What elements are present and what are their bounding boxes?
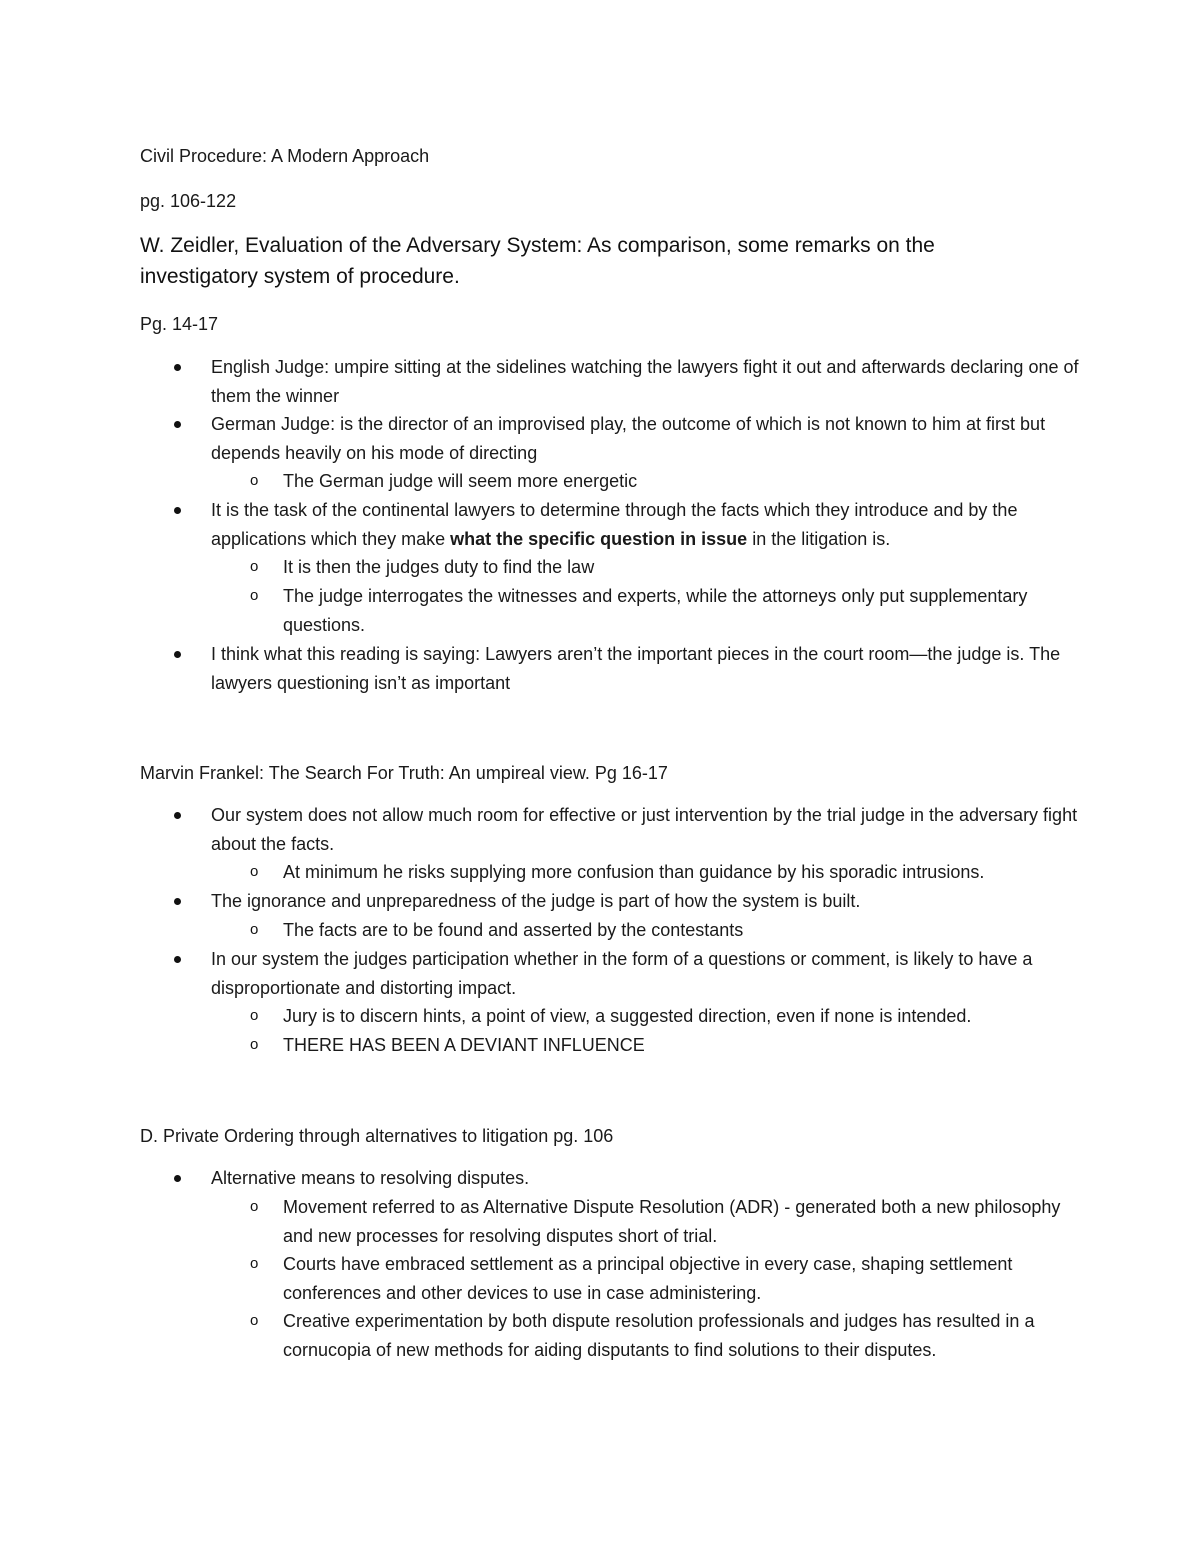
sub-bullet-icon: o [250, 472, 259, 489]
section2-bullet-1: Our system does not allow much room for effective or just intervention by the trial judge in the adversary fight about the facts. [211, 805, 1078, 854]
sub-bullet-icon: o [250, 1312, 259, 1329]
bullet-icon [174, 1175, 181, 1182]
section1-bullet-3-sub-2: The judge interrogates the witnesses and experts, while the attorneys only put supplementary questions. [283, 586, 1028, 635]
bullet-icon [174, 364, 181, 371]
sub-bullet-icon: o [250, 587, 259, 604]
section1-pages: Pg. 14-17 [140, 314, 219, 334]
sub-bullet-icon: o [250, 1198, 259, 1215]
bullet-icon [174, 898, 181, 905]
page-range: pg. 106-122 [140, 191, 237, 211]
section1-bullet-4: I think what this reading is saying: Lawyers aren’t the important pieces in the court room—the judge is. The lawyers questioning isn’t as important [211, 644, 1061, 693]
section1-heading-line1: W. Zeidler, Evaluation of the Adversary System: As comparison, some remarks on the [140, 234, 935, 257]
section1-bullet-3-emphasis: what the specific question in issue [450, 528, 748, 549]
section1-bullet-2-sub-1: The German judge will seem more energetic [283, 471, 638, 491]
bullet-icon [174, 507, 181, 514]
bullet-icon [174, 421, 181, 428]
section2-bullet-3: In our system the judges participation whether in the form of a questions or comment, is likely to have a disproportionate and distorting impact. [211, 949, 1033, 998]
section3-bullet-1-sub-1: Movement referred to as Alternative Dispute Resolution (ADR) - generated both a new philosophy and new processes for resolving disputes short of trial. [283, 1197, 1061, 1246]
section2-bullet-1-sub-1: At minimum he risks supplying more confusion than guidance by his sporadic intrusions. [283, 862, 985, 882]
sub-bullet-icon: o [250, 863, 259, 880]
sub-bullet-icon: o [250, 558, 259, 575]
section2-bullet-3-sub-1: Jury is to discern hints, a point of view, a suggested direction, even if none is intended. [283, 1006, 972, 1026]
sub-bullet-icon: o [250, 1007, 259, 1024]
bullet-icon [174, 651, 181, 658]
section1-bullet-3 [211, 496, 1091, 553]
section2-bullet-3-sub-2: THERE HAS BEEN A DEVIANT INFLUENCE [283, 1035, 645, 1055]
sub-bullet-icon: o [250, 1255, 259, 1272]
section1-bullet-3-text-start: It is the task of the continental lawyers to determine through the facts which they introduce and by the applications which they make [211, 500, 1018, 549]
section3-bullet-1: Alternative means to resolving disputes. [211, 1168, 530, 1188]
section1-bullet-1: English Judge: umpire sitting at the sidelines watching the lawyers fight it out and afterwards declaring one of them the winner [211, 357, 1079, 406]
section1-bullet-3-text-end: in the litigation is. [747, 528, 891, 549]
section1-bullet-2: German Judge: is the director of an improvised play, the outcome of which is not known to him at first but depends heavily on his mode of directing [211, 414, 1046, 463]
section1-heading-line2: investigatory system of procedure. [140, 265, 460, 288]
bullet-icon [174, 956, 181, 963]
section3-bullet-1-sub-3: Creative experimentation by both dispute resolution professionals and judges has resulted in a cornucopia of new methods for aiding disputants to find solutions to their disputes. [283, 1311, 1035, 1360]
document-title: Civil Procedure: A Modern Approach [140, 146, 430, 166]
section2-bullet-2-sub-1: The facts are to be found and asserted by the contestants [283, 920, 744, 940]
sub-bullet-icon: o [250, 1036, 259, 1053]
sub-bullet-icon: o [250, 921, 259, 938]
section1-bullet-3-sub-1: It is then the judges duty to find the law [283, 557, 595, 577]
section3-bullet-1-sub-2: Courts have embraced settlement as a principal objective in every case, shaping settlement conferences and other devices to use in case administering. [283, 1254, 1013, 1303]
section2-bullet-2: The ignorance and unpreparedness of the judge is part of how the system is built. [211, 891, 861, 911]
bullet-icon [174, 812, 181, 819]
section3-heading: D. Private Ordering through alternatives to litigation pg. 106 [140, 1126, 614, 1146]
section2-heading: Marvin Frankel: The Search For Truth: An umpireal view. Pg 16-17 [140, 763, 668, 783]
